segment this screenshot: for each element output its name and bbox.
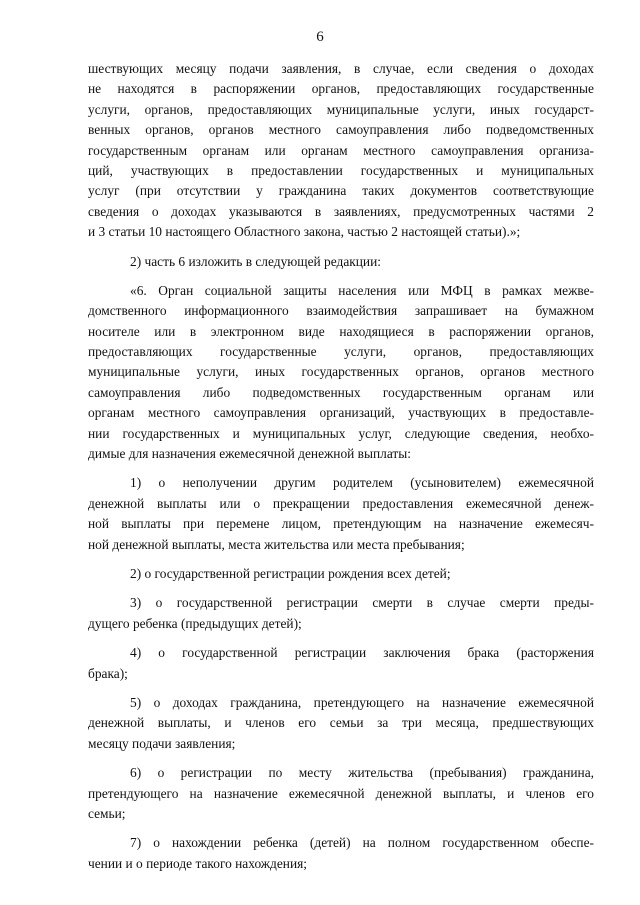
text-line: 4) о государственной регистрации заключения брака (расторжения [130,645,594,661]
text-line: 2) о государственной регистрации рождения всех детей; [130,565,451,581]
text-line: не находятся в распоряжении органов, предоставляющих государственные [88,81,594,97]
paragraph-amendment-2 [88,252,594,272]
text-line: нии государственных и муниципальных услуг, следующие сведения, необхо- [88,425,594,441]
text-line: дущего ребенка (предыдущих детей); [88,615,302,631]
text-line: муниципальные услуги, иных государственных органов, органов местного [88,364,594,380]
text-line: услуги, органов, предоставляющих муниципальные услуги, иных государст- [88,101,594,117]
text-line: органам местного самоуправления организаций, участвующих в предоставле- [88,405,594,421]
text-line: услуг (при отсутствии у гражданина таких документов соответствующие [88,183,594,199]
text-line: самоуправления либо подведомственных государственным органам или [88,384,594,400]
text-line: 1) о неполучении другим родителем (усыновителем) ежемесячной [130,475,594,491]
text-line: 7) о нахождении ребенка (детей) на полном государственном обеспе- [130,835,594,851]
text-line: 6) о регистрации по месту жительства (пребывания) гражданина, [130,765,594,781]
list-item-7 [88,833,594,874]
text-line: 5) о доходах гражданина, претендующего на назначение ежемесячной [130,694,594,710]
text-line: ций, участвующих в предоставлении государственных и муниципальных [88,162,594,178]
text-line: брака); [88,665,128,681]
text-line: ной денежной выплаты, места жительства или места пребывания; [88,536,465,552]
page-number: 6 [316,29,324,45]
text-line: ной выплаты при перемене лицом, претендующим на назначение ежемесяч- [88,516,594,532]
text-line: шествующих месяцу подачи заявления, в случае, если сведения о доходах [88,61,594,76]
list-item-5 [88,693,594,754]
text-line: семьи; [88,805,126,821]
text-line: венных органов, органов местного самоуправления либо подведомственных [88,122,594,138]
list-item-4 [88,643,594,684]
text-line: носителе или в электронном виде находящиеся в распоряжении органов, [88,323,594,339]
text-line: денежной выплаты или о прекращении предоставления ежемесячной денеж- [88,495,594,511]
text-line: и 3 статьи 10 настоящего Областного закона, частью 2 настоящей статьи).»; [88,224,521,240]
list-item-2 [88,564,594,584]
text-line: чении и о периоде такого нахождения; [88,855,308,871]
paragraph-part-6 [88,281,594,465]
text-line: домственного информационного взаимодействия запрашивает на бумажном [88,303,594,319]
text-line: сведения о доходах указываются в заявлениях, предусмотренных частями 2 [88,203,594,219]
list-item-1 [88,473,594,555]
text-line: денежной выплаты, и членов его семьи за три месяца, предшествующих [88,715,594,731]
text-line: месяцу подачи заявления; [88,735,236,751]
text-line: предоставляющих государственные услуги, органов, предоставляющих [88,344,594,360]
list-item-6 [88,763,594,824]
text-line: претендующего на назначение ежемесячной денежной выплаты, и членов его [88,785,594,801]
text-line: 2) часть 6 изложить в следующей редакции: [130,253,381,269]
list-item-3 [88,593,594,634]
text-line: «6. Орган социальной защиты населения или МФЦ в рамках межве- [130,282,594,298]
paragraph-continuation [88,59,594,243]
document-body [88,59,594,883]
text-line: 3) о государственной регистрации смерти в случае смерти преды- [130,595,594,611]
text-line: димые для назначения ежемесячной денежной выплаты: [88,446,411,462]
text-line: государственным органам или органам местного самоуправления организа- [88,142,594,158]
